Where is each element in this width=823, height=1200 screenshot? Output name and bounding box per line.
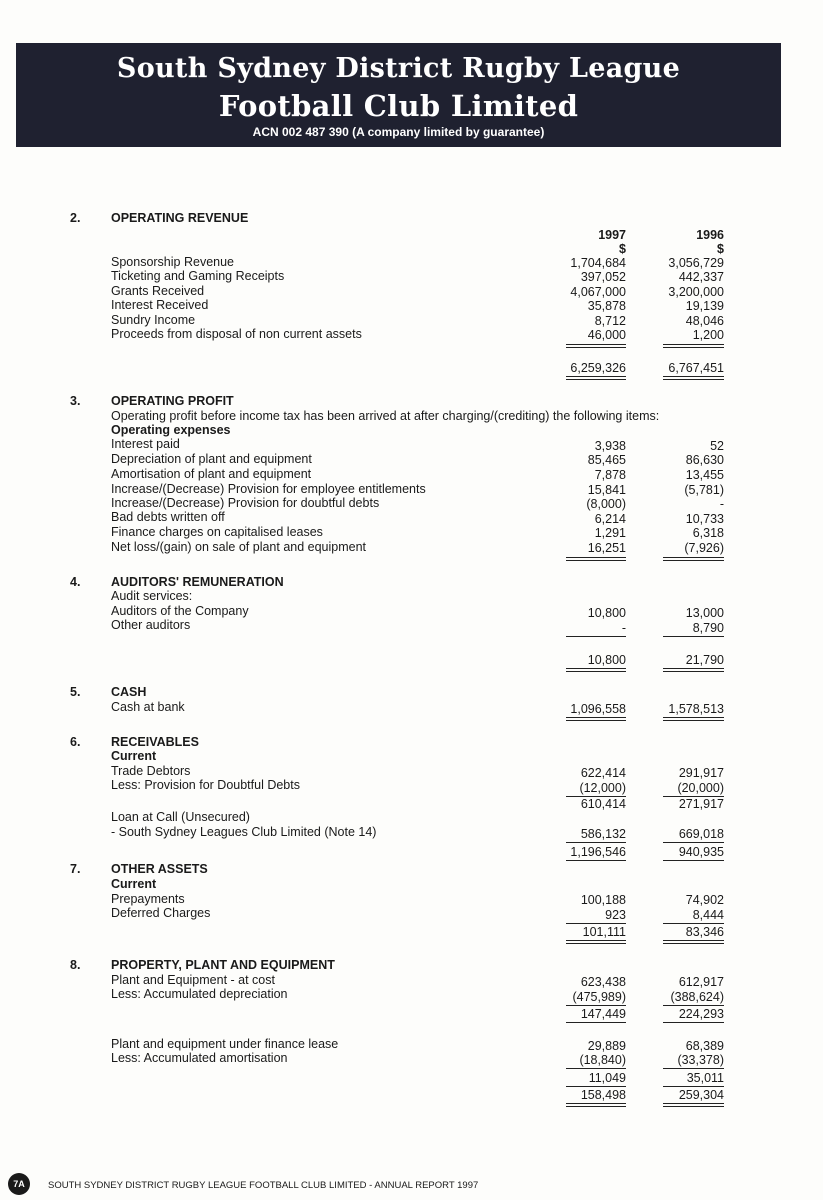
value-1996: 3,200,000 [668,285,724,299]
row-label: Cash at bank [111,700,185,714]
value-1997: 46,000 [587,328,626,342]
double-rule [566,557,626,561]
value-1996: 6,318 [692,526,724,540]
value-1996: (7,926) [684,541,724,555]
total-1997: 6,259,326 [570,361,626,375]
subheading: Current [111,877,157,891]
value-1996: 68,389 [685,1039,724,1053]
value-1997: (18,840) [579,1053,626,1067]
subheading: Operating expenses [111,423,231,437]
subtotal-1997: 610,414 [580,797,626,811]
currency-header: $ [619,242,626,256]
row-label: Finance charges on capitalised leases [111,525,323,539]
value-1996: 669,018 [678,827,724,841]
rule [663,842,724,843]
section-title: CASH [111,685,147,699]
rule [566,842,626,843]
double-rule [566,717,626,721]
row-label: Net loss/(gain) on sale of plant and equipment [111,540,367,554]
value-1996: 8,790 [692,621,724,635]
header-banner [16,43,781,147]
value-1996: 48,046 [685,314,724,328]
value-1996: 1,200 [692,328,724,342]
subtotal-1997: 11,049 [588,1071,626,1085]
row-label: Plant and equipment under finance lease [111,1037,339,1051]
section-number: 4. [70,575,81,589]
value-1997: (475,989) [572,990,626,1004]
subtotal-1996: 224,293 [678,1007,724,1021]
row-label: Sundry Income [111,313,196,327]
section-number: 5. [70,685,81,699]
rule [663,1086,724,1087]
value-1996: 291,917 [678,766,724,780]
double-rule [663,1103,724,1107]
value-1997: 622,414 [580,766,626,780]
value-1997: 1,291 [594,526,626,540]
rule [566,860,626,861]
row-label: Prepayments [111,892,185,906]
footer-text: SOUTH SYDNEY DISTRICT RUGBY LEAGUE FOOTBALL CLUB LIMITED - ANNUAL REPORT 1997 [48,1180,479,1191]
club-name-line1: South Sydney District Rugby League [116,53,681,84]
value-1997: 923 [605,908,626,922]
subtotal-1996: 271,917 [678,797,724,811]
value-1996: 442,337 [678,270,724,284]
value-1997: 29,889 [587,1039,626,1053]
value-1997: 85,465 [587,453,626,467]
value-1997: 397,052 [580,270,626,284]
row-label: Grants Received [111,284,205,298]
rule [566,1022,626,1023]
value-1997: 623,438 [580,975,626,989]
section-title: OPERATING PROFIT [111,394,234,408]
row-label: Bad debts written off [111,510,225,524]
subtotal-1997: 147,449 [580,1007,626,1021]
row-label: Less: Provision for Doubtful Debts [111,778,300,792]
value-1997: 3,938 [594,439,626,453]
section-number: 3. [70,394,81,408]
value-1997: 6,214 [594,512,626,526]
page-number-badge: 7A [8,1173,30,1195]
section-intro: Operating profit before income tax has been arrived at after charging/(crediting) the following items: [111,409,660,423]
total-1997: 158,498 [580,1088,626,1102]
total-1996: 21,790 [685,653,724,667]
value-1996: (5,781) [684,483,724,497]
section-title: AUDITORS' REMUNERATION [111,575,284,589]
total-1996: 259,304 [678,1088,724,1102]
row-label: Increase/(Decrease) Provision for doubtful debts [111,496,380,510]
row-label: Trade Debtors [111,764,191,778]
rule [663,636,724,637]
value-1997: 15,841 [587,483,626,497]
value-1997: (8,000) [586,497,626,511]
double-rule [566,940,626,944]
total-1996: 6,767,451 [668,361,724,375]
value-1997: - [621,621,626,635]
double-rule [663,344,724,348]
section-title: OTHER ASSETS [111,862,208,876]
rule [663,1068,724,1069]
rule [663,1005,724,1006]
row-label: Interest paid [111,437,180,451]
rule [566,1005,626,1006]
value-1997: 10,800 [587,606,626,620]
rule [566,636,626,637]
value-1996: - [719,497,724,511]
value-1997: 7,878 [594,468,626,482]
value-1996: 13,000 [685,606,724,620]
row-label: Loan at Call (Unsecured) [111,810,250,824]
total-1997: 10,800 [587,653,626,667]
section-number: 6. [70,735,81,749]
value-1997: 35,878 [587,299,626,313]
row-label: Amortisation of plant and equipment [111,467,312,481]
value-1997: 1,096,558 [570,702,626,716]
subheading: Current [111,749,157,763]
value-1996: (20,000) [677,781,724,795]
section-title: OPERATING REVENUE [111,211,249,225]
rule [566,1068,626,1069]
total-1997: 101,111 [582,925,626,939]
double-rule [566,376,626,380]
row-label: Increase/(Decrease) Provision for employee entitlements [111,482,426,496]
value-1997: 100,188 [580,893,626,907]
section-number: 8. [70,958,81,972]
section-title: PROPERTY, PLANT AND EQUIPMENT [111,958,335,972]
double-rule [663,717,724,721]
value-1996: 52 [710,439,724,453]
year-header-1997: 1997 [598,228,626,242]
double-rule [663,668,724,672]
row-label: Auditors of the Company [111,604,249,618]
row-label: Ticketing and Gaming Receipts [111,269,285,283]
rule [663,923,724,924]
total-1996: 83,346 [685,925,724,939]
value-1996: 19,139 [685,299,724,313]
row-label: - South Sydney Leagues Club Limited (Note 14) [111,825,377,839]
acn-line: ACN 002 487 390 (A company limited by guarantee) [252,125,545,139]
year-header-1996: 1996 [696,228,724,242]
section-title: RECEIVABLES [111,735,199,749]
row-label: Less: Accumulated depreciation [111,987,288,1001]
subheading: Audit services: [111,589,193,603]
value-1996: 612,917 [678,975,724,989]
double-rule [566,344,626,348]
value-1997: 8,712 [594,314,626,328]
double-rule [663,557,724,561]
total-1996: 940,935 [678,845,724,859]
value-1996: 74,902 [685,893,724,907]
double-rule [566,1103,626,1107]
row-label: Less: Accumulated amortisation [111,1051,288,1065]
rule [663,860,724,861]
value-1996: 10,733 [685,512,724,526]
rule [566,1086,626,1087]
section-number: 2. [70,211,81,225]
club-name-line2: Football Club Limited [218,89,579,123]
double-rule [566,668,626,672]
row-label: Other auditors [111,618,191,632]
value-1997: 586,132 [580,827,626,841]
value-1997: 16,251 [587,541,626,555]
value-1996: 1,578,513 [668,702,724,716]
row-label: Depreciation of plant and equipment [111,452,312,466]
value-1996: 8,444 [692,908,724,922]
currency-header: $ [717,242,724,256]
double-rule [663,940,724,944]
row-label: Deferred Charges [111,906,211,920]
value-1996: 3,056,729 [668,256,724,270]
section-number: 7. [70,862,81,876]
row-label: Sponsorship Revenue [111,255,234,269]
double-rule [663,376,724,380]
rule [663,1022,724,1023]
rule [566,923,626,924]
value-1997: 4,067,000 [570,285,626,299]
value-1996: 86,630 [685,453,724,467]
value-1997: 1,704,684 [570,256,626,270]
row-label: Interest Received [111,298,209,312]
value-1997: (12,000) [579,781,626,795]
total-1997: 1,196,546 [570,845,626,859]
row-label: Proceeds from disposal of non current assets [111,327,362,341]
value-1996: 13,455 [685,468,724,482]
row-label: Plant and Equipment - at cost [111,973,275,987]
value-1996: (388,624) [670,990,724,1004]
value-1996: (33,378) [677,1053,724,1067]
subtotal-1996: 35,011 [686,1071,724,1085]
